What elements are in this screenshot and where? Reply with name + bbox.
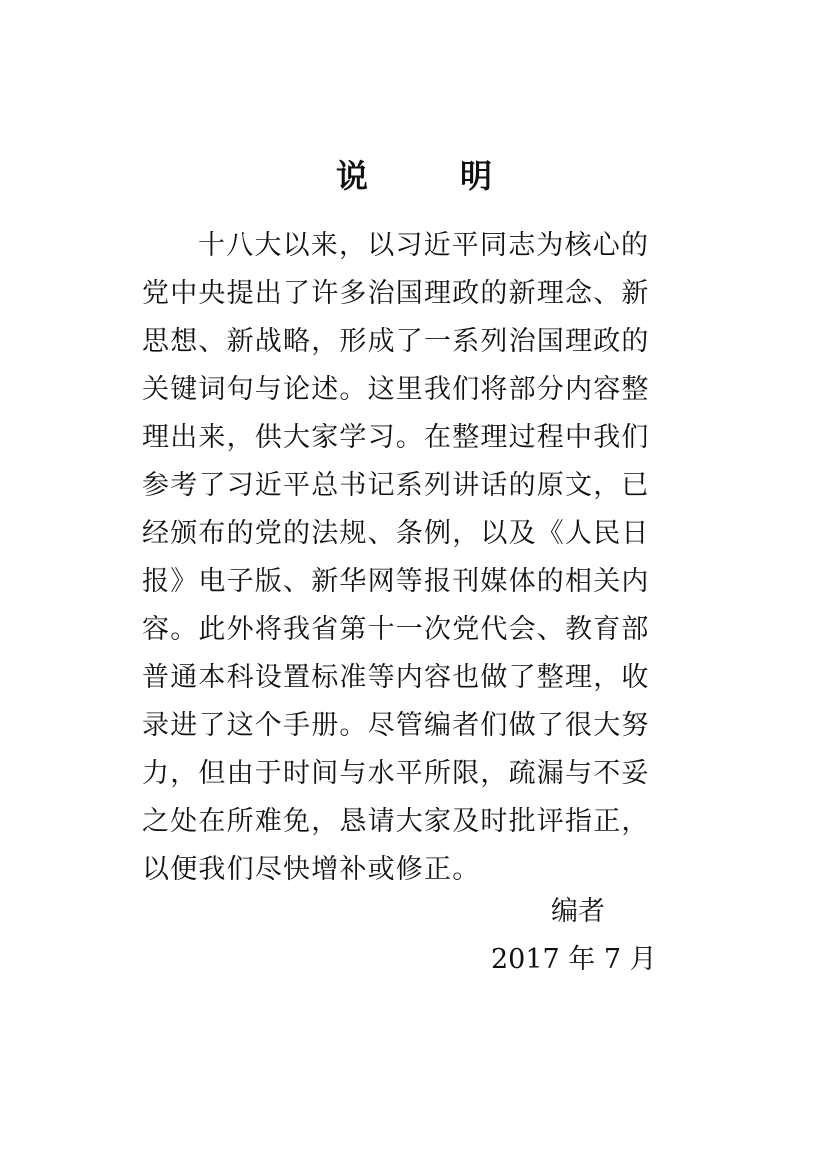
- signature: 编者: [551, 896, 605, 927]
- paragraph-line: 理出来，供大家学习。在整理过程中我们: [142, 422, 650, 453]
- paragraph-line: 党中央提出了许多治国理政的新理念、新: [142, 278, 650, 309]
- paragraph-line: 普通本科设置标准等内容也做了整理，收: [142, 662, 650, 693]
- paragraph-line: 十八大以来，以习近平同志为核心的: [198, 230, 650, 261]
- date-line: 2017 年 7 月: [491, 944, 657, 975]
- body-paragraph: [142, 222, 690, 894]
- paragraph-line: 以便我们尽快增补或修正。: [142, 854, 481, 885]
- paragraph-line: 容。此外将我省第十一次党代会、教育部: [142, 614, 650, 645]
- paragraph-line: 经颁布的党的法规、条例，以及《人民日: [142, 518, 650, 549]
- paragraph-line: 思想、新战略，形成了一系列治国理政的: [142, 326, 650, 357]
- page-title: 说 明: [335, 157, 522, 195]
- paragraph-line: 力，但由于时间与水平所限，疏漏与不妥: [142, 758, 650, 789]
- paragraph-line: 参考了习近平总书记系列讲话的原文，已: [142, 470, 650, 501]
- paragraph-line: 之处在所难免，恳请大家及时批评指正，: [142, 806, 650, 837]
- paragraph-line: 录进了这个手册。尽管编者们做了很大努: [142, 710, 650, 741]
- paragraph-line: 报》电子版、新华网等报刊媒体的相关内: [142, 566, 650, 597]
- paragraph-line: 关键词句与论述。这里我们将部分内容整: [142, 374, 650, 405]
